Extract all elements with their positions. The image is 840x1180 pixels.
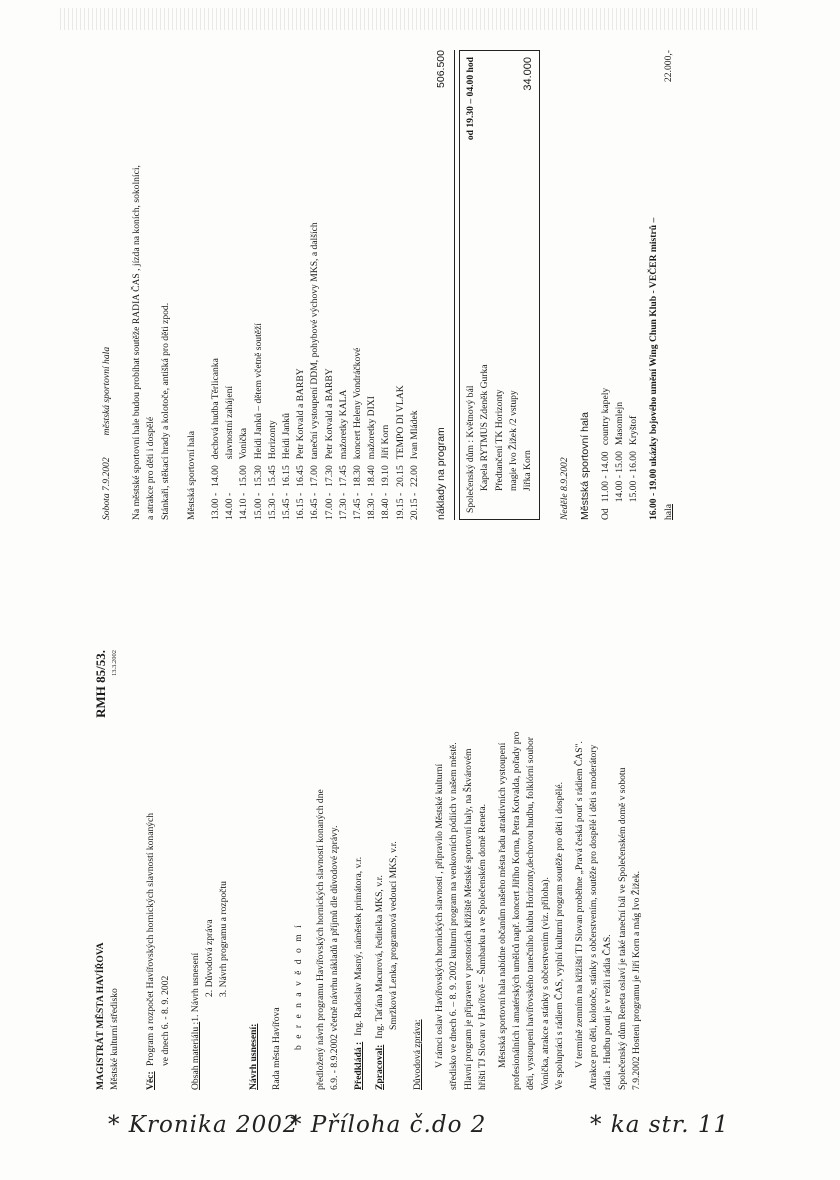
- ball-line-1: Kapela RYTMUS Zdeněk Gurka: [479, 364, 491, 491]
- costs-value: 506.500: [435, 50, 448, 88]
- saturday-venue: Městská sportovní hala: [185, 431, 197, 520]
- schedule-cell: TEMPO DI VLAK: [394, 385, 406, 460]
- schedule-cell: Kryštof: [628, 415, 640, 446]
- ball-time: od 19.30 – 04.00 hod: [465, 57, 477, 141]
- schedule-cell: 16.15 -: [295, 492, 307, 520]
- report-line: Městská sportovní hala nabídne občanům našeho města řadu atraktivních vystoupení: [497, 742, 509, 1068]
- resolution-line-2: 6.9. - 8.9.2002 včetně návrhu nákladů a příjmů dle důvodové zprávy.: [329, 825, 341, 1090]
- report-paragraph-2: [496, 90, 567, 1090]
- resolution-body: Rada města Havířova: [270, 1007, 282, 1090]
- contents-item-2: 2. Důvodová zpráva: [204, 919, 216, 997]
- schedule-cell: 15.00: [238, 465, 250, 487]
- processor-text-2: Smržková Lenka, programová vedoucí MKS, v.r.: [387, 841, 399, 1030]
- ball-value: 34.000: [522, 57, 535, 91]
- processor-text: Ing. Taťána Macurová, ředitelka MKS, v.r.: [373, 875, 385, 1039]
- processor-label: Zpracoval:: [373, 1044, 385, 1090]
- schedule-cell: Heidi Janků – dětem včetně soutěží: [252, 323, 264, 460]
- schedule-cell: 17.30 -: [337, 492, 349, 520]
- schedule-cell: 13.00 -: [210, 492, 222, 520]
- schedule-cell: 15.00 -: [252, 492, 264, 520]
- schedule-cell: Jiří Korn: [380, 424, 392, 460]
- schedule-cell: 18.30 -: [366, 492, 378, 520]
- schedule-cell: 16.45: [295, 465, 307, 487]
- schedule-cell: 18.40 -: [380, 492, 392, 520]
- schedule-cell: koncert Heleny Vondráčkové: [352, 347, 364, 460]
- schedule-cell: 15.00 - 16.00: [628, 451, 640, 503]
- report-line: Atrakce pro děti, kolotoče, stánky s občerstvením, soutěže pro dospělé i děti s moderátory: [588, 744, 600, 1090]
- schedule-cell: 17.30: [323, 465, 335, 487]
- report-line: hřišti TJ Slovan v Havířově – Šumbarku a ve Společenském domě Reneta.: [476, 804, 488, 1090]
- schedule-cell: 17.00 -: [323, 492, 335, 520]
- report-line: 7.9.2002 Hosteni programu je Jiří Korn a mág Ivo Žižek.: [630, 870, 642, 1090]
- schedule-cell: Horizonty: [266, 420, 278, 460]
- report-line: děti, vystoupení havířovského tanečního klubu Horizonty,dechovou hudbu, folklórní soubor: [525, 737, 537, 1090]
- reference-number: RMH 85/53.: [93, 650, 108, 718]
- saturday-place: městská sportovní hala: [101, 346, 112, 436]
- costs-label: náklady na program: [435, 427, 448, 520]
- report-line: Hlavní program je připraven v prostorách křižiště Městské sportovní haly, na Škvárovém: [462, 748, 474, 1090]
- schedule-cell: 14.10 -: [238, 492, 250, 520]
- saturday-intro-1: Na městské sportovní hale budou probíhat soutěže RADIA ČAS , jízda na koních, sokolníci,: [131, 165, 143, 520]
- handwritten-note-page: * ka str. 11: [590, 1112, 730, 1138]
- saturday-intro-2: a atrakce pro děti i dospělé: [145, 416, 157, 520]
- schedule-cell: 17.45: [337, 465, 349, 487]
- schedule-cell: 15.30: [252, 465, 264, 487]
- schedule-cell: 16.45 -: [309, 492, 321, 520]
- contents-item-3: 3. Návrh programu a rozpočtu: [218, 881, 230, 997]
- sunday-last-2: hala: [662, 504, 674, 520]
- resolution-line-1: předložený návrh programu Havířovských hornických slavností konaných dne: [315, 789, 327, 1090]
- schedule-cell: 11.00 - 14.00: [599, 451, 611, 503]
- contents-label: Obsah materiálu :: [189, 1021, 201, 1090]
- schedule-cell: 17.45 -: [352, 492, 364, 520]
- schedule-cell: dechová hudba Těrlicanka: [210, 358, 222, 460]
- report-paragraph-3: [573, 90, 644, 1090]
- report-paragraph-1: [433, 90, 490, 1090]
- report-line: Ve spolupráci s rádiem ČAS, vyplní kulturní program soutěže pro děti i dospělé.: [553, 781, 565, 1090]
- saturday-date: Sobota 7.9.2002: [101, 457, 112, 520]
- org-title: MAGISTRÁT MĚSTA HAVÍŘOVA: [95, 942, 106, 1090]
- report-line: Společenský dům Reneta oslaví je také taneční bál ve Společenském domě v sobotu: [616, 767, 628, 1090]
- submitter-text: Ing. Radoslav Masný, náměstek primátora, v.r.: [353, 856, 365, 1036]
- schedule-cell: 20.15 -: [408, 492, 420, 520]
- sunday-value: 22.000,-: [662, 50, 674, 82]
- report-line: V termíně zemním na křižiští TJ Slovan proběhne „Pravá česká pouť s rádiem ČAS".: [574, 741, 586, 1068]
- schedule-cell: Petr Kotvald a BARBY: [295, 368, 307, 460]
- department: Městské kulturní středisko: [109, 988, 121, 1090]
- resolution-heading: Návrh usnesení:: [248, 1023, 260, 1090]
- resolution-verb: b e r e n a v ě d o m í: [292, 923, 304, 1050]
- schedule-cell: 20.15: [394, 465, 406, 487]
- schedule-cell: 17.00: [309, 465, 321, 487]
- report-heading: Důvodová zpráva:: [412, 1019, 424, 1090]
- schedule-cell: Heidi Janků: [281, 413, 293, 460]
- schedule-cell: country kapely: [599, 387, 611, 446]
- schedule-cell: 18.30: [352, 465, 364, 487]
- schedule-cell: 14.00 - 15.00: [613, 451, 625, 503]
- handwritten-note-attachment: * Příloha č.do 2: [290, 1112, 487, 1138]
- memo-pane: [94, 90, 654, 1090]
- sunday-last: 16.00 - 19.00 ukázky bojového umění Wing Chun Klub - VEČER mistrů –: [648, 217, 660, 520]
- handwritten-note-chronicle: * Kronika 2002: [108, 1112, 299, 1138]
- schedule-cell: Vonička: [238, 427, 250, 460]
- schedule-cell: Masomlejn: [613, 401, 625, 446]
- schedule-cell: 14.00 -: [224, 492, 236, 520]
- ball-line-3: magie Ivo Žižek /2 vstupy: [507, 390, 519, 491]
- schedule-cell: 18.40: [366, 465, 378, 487]
- schedule-cell: 19.15 -: [394, 492, 406, 520]
- subject-label: Věc:: [145, 1071, 157, 1090]
- schedule-cell: slavnostní zahájení: [224, 385, 236, 460]
- schedule-cell: taneční vystoupení DDM, pohybové výchovy MKS, a dalších: [309, 222, 321, 460]
- subject-text-2: ve dnech 6. - 8. 9. 2002: [159, 975, 171, 1066]
- schedule-cell: Ivan Mládek: [408, 410, 420, 460]
- report-line: středisko ve dnech 6. – 8. 9. 2002 kulturní program na venkovních pódiích v našem městě.: [448, 742, 460, 1090]
- schedule-cell: 16.15: [281, 465, 293, 487]
- schedule-cell: 14.00: [210, 465, 222, 487]
- schedule-cell: 15.30 -: [266, 492, 278, 520]
- date-stamp: 13.3.2002: [111, 650, 119, 676]
- schedule-cell: mažoretky KALA: [337, 389, 349, 460]
- schedule-cell: 15.45: [266, 465, 278, 487]
- ball-line-4: Jiřka Korn: [522, 450, 534, 491]
- submitter-label: Předkládá :: [353, 1041, 365, 1090]
- report-line: V rámci oslav Havířovských hornických slavností , připravilo Městské kulturní: [434, 763, 446, 1068]
- subject-text: Program a rozpočet Havířovských hornických slavností konaných: [145, 812, 157, 1066]
- schedule-cell: Petr Kotvald a BARBY: [323, 368, 335, 460]
- sunday-venue: Městská sportovní hala: [579, 412, 592, 520]
- schedule-cell: 15.45 -: [281, 492, 293, 520]
- schedule-cell: Od: [599, 508, 611, 520]
- schedule-cell: 19.10: [380, 465, 392, 487]
- ball-line-2: Předtančení TK Horizonty: [493, 389, 505, 491]
- contents-item-1: 1. Návrh usnesení: [189, 952, 201, 1022]
- ball-place: Společenský dům : Květnový bál: [465, 385, 477, 513]
- schedule-cell: 22.00: [408, 465, 420, 487]
- report-line: profesionálních i amatérských umělců např. koncert Jiřího Korna, Petra Kotvalda, pořady pro: [511, 731, 523, 1090]
- report-line: Vonička, atrakce a stánky s občerstvením (viz. příloha).: [539, 877, 551, 1090]
- saturday-intro-3: Stánkaři, stěkací hrady a kolotoče, antišká pro děti zpod.: [159, 302, 171, 520]
- sunday-date: Neděle 8.9.2002: [559, 457, 571, 520]
- report-line: rádia . Hudbu pouti je v režii rádia ČAS.: [602, 934, 614, 1090]
- schedule-cell: mažoretky DIXI: [366, 396, 378, 460]
